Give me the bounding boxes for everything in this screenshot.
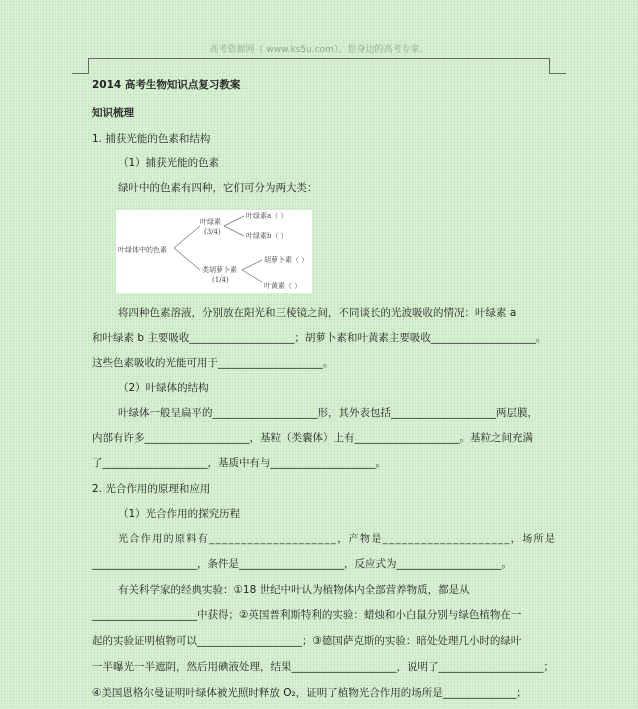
paragraph-5-line-4: 一半曝光一半遮阴，然后用碘液处理，结果____________________，说明了____________________； [92, 661, 554, 673]
branch-line [174, 226, 200, 248]
pigment-diagram [116, 210, 312, 293]
paragraph-1: 绿叶中的色素有四种，它们可分为两大类： [118, 182, 318, 194]
paragraph-3-line-3: 了____________________，基质中有与____________________。 [92, 457, 386, 469]
branch-line [224, 226, 244, 236]
paragraph-2-line-3: 这些色素吸收的光能可用于____________________。 [92, 357, 334, 369]
margin-mark-left [72, 73, 88, 74]
paragraph-2-line-2: 和叶绿素 b 主要吸收____________________；胡萝卜素和叶黄素主要吸收____________________。 [92, 332, 547, 344]
header-watermark: 高考资源网（ www.ks5u.com），您身边的高考专家。 [209, 45, 429, 55]
paragraph-5-line-3: 起的实验证明植物可以____________________；③德国萨克斯的实验：暗处处理几小时的绿叶 [92, 635, 522, 647]
diagram-root: 叶绿体中的色素 [118, 246, 167, 254]
diagram-chlorophyll-fraction: (3/4) [204, 228, 221, 236]
branch-line [242, 270, 262, 282]
paragraph-5-line-2: ____________________中获得；②英国普利斯特利的实验：蜡烛和小白鼠分别与绿色植物在一 [92, 609, 522, 621]
heading-2-1: （1）光合作用的探究历程 [118, 508, 241, 520]
paragraph-4-line-1: 光合作用的原料有____________________，产物是____________________，场所是 [118, 534, 557, 545]
diagram-chlorophyll: 叶绿素 [200, 218, 221, 226]
header-rule [88, 58, 550, 59]
paragraph-5-line-1: 有关科学家的经典实验：①18 世纪中叶认为植物体内全部营养物质，都是从 [118, 584, 470, 596]
paragraph-5-line-5: ④美国恩格尔曼证明叶绿体被光照时释放 O₂，证明了植物光合作用的场所是______________； [92, 687, 527, 699]
header-rule-left-tick [88, 58, 89, 74]
branch-line [242, 260, 262, 270]
paragraph-2-line-1: 将四种色素溶液，分别放在阳光和三棱镜之间，不同谈长的光波吸收的情况：叶绿素 a [118, 307, 517, 319]
paragraph-4-line-2: ____________________，条件是____________________，反应式为____________________。 [92, 558, 512, 570]
heading-2: 2. 光合作用的原理和应用 [92, 483, 211, 495]
heading-1-1: （1）捕获光能的色素 [118, 157, 220, 169]
heading-1: 1. 捕获光能的色素和结构 [92, 133, 211, 145]
diagram-carotene: 胡萝卜素（ ） [264, 256, 309, 264]
doc-title: 2014 高考生物知识点复习教案 [92, 79, 241, 91]
heading-1-2: （2）叶绿体的结构 [118, 382, 209, 394]
margin-mark-right [550, 73, 566, 74]
diagram-chlorophyll-b: 叶绿素b（ ） [246, 232, 288, 240]
branch-line [224, 216, 244, 226]
header-rule-right-tick [549, 58, 550, 74]
diagram-chlorophyll-a: 叶绿素a（ ） [246, 212, 288, 220]
paragraph-3-line-1: 叶绿体一般呈扁平的____________________形，其外表包括____________________两层膜， [118, 407, 538, 419]
section-heading: 知识梳理 [92, 107, 134, 119]
diagram-xanthophyll: 叶黄素（ ） [264, 282, 302, 290]
branch-line [174, 248, 200, 270]
paragraph-3-line-2: 内部有许多____________________，基粒（类囊体）上有____________________。基粒之间充满 [92, 432, 533, 444]
diagram-carotenoid-fraction: (1/4) [212, 276, 229, 284]
diagram-carotenoid: 类胡萝卜素 [202, 266, 237, 274]
